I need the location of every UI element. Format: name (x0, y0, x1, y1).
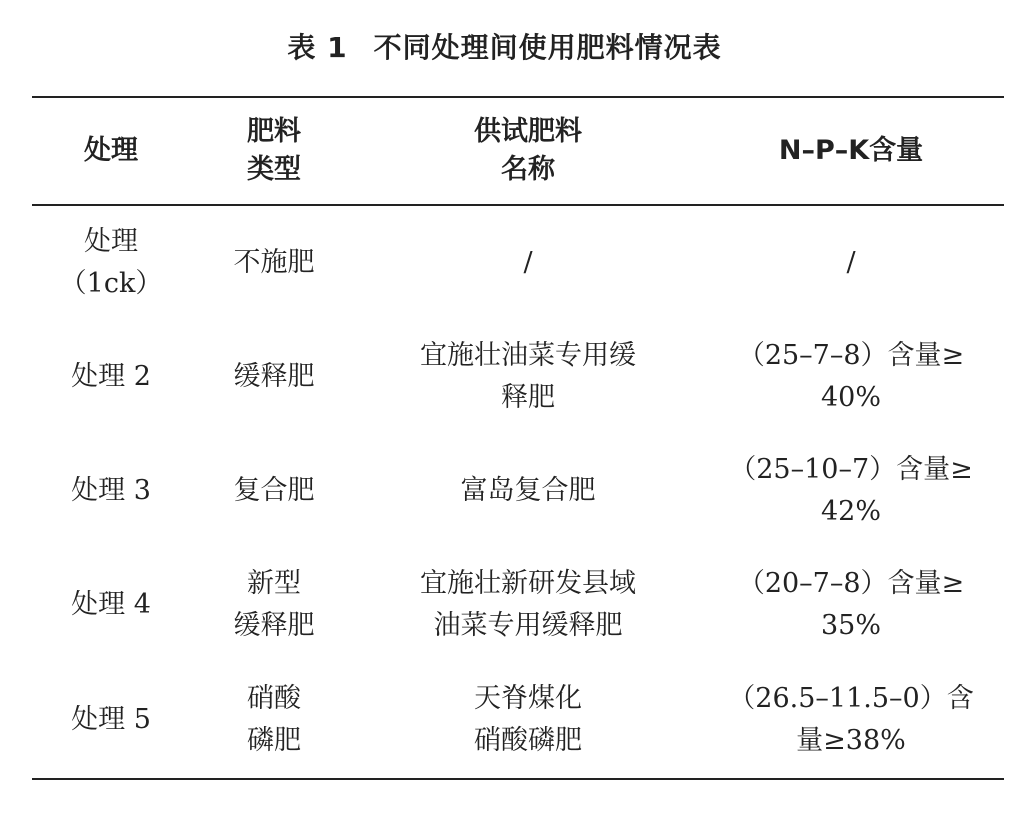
cell-line: / (523, 247, 533, 278)
header-line: 类型 (247, 154, 301, 185)
table-row (32, 434, 1004, 548)
header-fertilizer-name (358, 97, 698, 205)
cell-line: （1ck） (59, 268, 163, 299)
cell-line: 宜施壮新研发县域 (420, 568, 636, 599)
cell-treatment (32, 662, 190, 779)
table-row (32, 205, 1004, 320)
cell-name (358, 548, 698, 662)
cell-npk (698, 320, 1004, 434)
cell-line: 处理 (84, 226, 138, 257)
table-row (32, 662, 1004, 779)
header-line: 处理 (84, 135, 138, 166)
header-treatment (32, 97, 190, 205)
table-body (32, 205, 1004, 779)
table-number: 表 1 (287, 31, 348, 64)
cell-type (190, 320, 358, 434)
fertilizer-table (32, 96, 1004, 780)
cell-line: 宜施壮油菜专用缓 (420, 340, 636, 371)
cell-line: （26.5–11.5–0）含 (728, 683, 974, 714)
cell-line: / (846, 247, 856, 278)
cell-name (358, 434, 698, 548)
cell-line: 42% (820, 496, 881, 527)
cell-line: （25–7–8）含量≥ (737, 340, 965, 371)
cell-line: 处理 2 (71, 361, 151, 392)
header-line: 肥料 (247, 116, 301, 147)
cell-line: 处理 5 (71, 704, 151, 735)
cell-treatment (32, 434, 190, 548)
header-npk (698, 97, 1004, 205)
cell-line: （25–10–7）含量≥ (729, 454, 973, 485)
cell-line: 富岛复合肥 (460, 475, 596, 506)
cell-line: 硝酸磷肥 (474, 725, 582, 756)
table-row (32, 548, 1004, 662)
table-caption (0, 28, 1009, 68)
table-header (32, 97, 1004, 205)
cell-name (358, 320, 698, 434)
cell-line: 油菜专用缓释肥 (433, 610, 623, 641)
header-line: 供试肥料 (474, 116, 582, 147)
cell-line: 硝酸 (247, 683, 301, 714)
table-row (32, 320, 1004, 434)
cell-npk (698, 548, 1004, 662)
cell-line: （20–7–8）含量≥ (737, 568, 965, 599)
cell-treatment (32, 205, 190, 320)
cell-line: 不施肥 (233, 247, 315, 278)
cell-npk (698, 205, 1004, 320)
cell-type (190, 548, 358, 662)
cell-line: 天脊煤化 (474, 683, 582, 714)
table-title: 不同处理间使用肥料情况表 (373, 31, 722, 64)
header-fertilizer-type (190, 97, 358, 205)
cell-line: 缓释肥 (233, 361, 315, 392)
cell-line: 新型 (247, 568, 301, 599)
cell-line: 处理 4 (71, 589, 151, 620)
cell-line: 量≥38% (796, 725, 906, 756)
cell-treatment (32, 320, 190, 434)
cell-npk (698, 434, 1004, 548)
cell-line: 释肥 (501, 382, 555, 413)
cell-name (358, 662, 698, 779)
cell-treatment (32, 548, 190, 662)
cell-type (190, 205, 358, 320)
cell-type (190, 662, 358, 779)
cell-line: 处理 3 (71, 475, 151, 506)
cell-type (190, 434, 358, 548)
cell-line: 缓释肥 (233, 610, 315, 641)
cell-name (358, 205, 698, 320)
cell-line: 磷肥 (247, 725, 301, 756)
cell-line: 复合肥 (233, 475, 315, 506)
header-line: 名称 (501, 154, 555, 185)
cell-line: 35% (820, 610, 881, 641)
header-row (32, 97, 1004, 205)
cell-npk (698, 662, 1004, 779)
cell-line: 40% (820, 382, 881, 413)
header-line: N–P–K含量 (778, 135, 924, 166)
